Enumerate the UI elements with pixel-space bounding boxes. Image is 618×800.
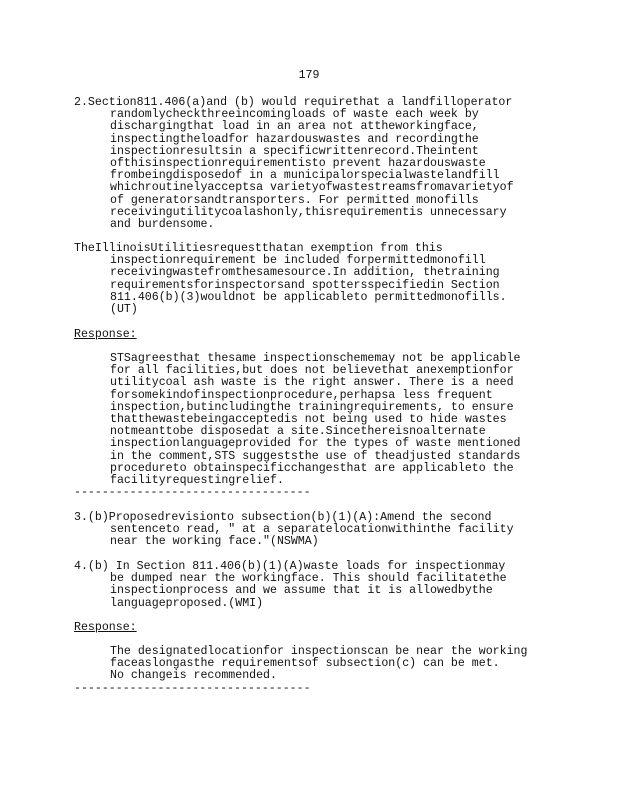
- section-divider: ----------------------------------: [74, 486, 311, 499]
- response-line: thatthewastebeingacceptedis not being used to hide wastes: [110, 413, 507, 427]
- page-number: 179: [298, 69, 320, 82]
- para-line: 811.406(b)(3)wouldnot be applicableto permittedmonofills.: [110, 290, 507, 304]
- item-line: languageproposed.(WMI): [110, 596, 264, 610]
- response-line: forsomekindofinspectionprocedure,perhapsa less frequent: [110, 388, 493, 402]
- item-line: 2.Section811.406(a)and (b) would requirethat a landfilloperator: [74, 96, 513, 109]
- illinois-utilities-paragraph: [74, 243, 564, 316]
- item-line: ofthisinspectionrequirementisto prevent hazardouswaste: [110, 157, 486, 171]
- item-line: dischargingthat load in an area not attheworkingface,: [110, 120, 479, 134]
- response-line: facilityrequestingrelief.: [110, 474, 284, 488]
- response-line: utilitycoal ash waste is the right answer. There is a need: [110, 376, 514, 390]
- response-line: The designatedlocationfor inspectionscan be near the working: [110, 645, 528, 658]
- response-line: faceaslongasthe requirementsof subsection(c) can be met.: [110, 657, 500, 671]
- item-line: frombeingdisposedof in a municipalorspecialwastelandfill: [110, 169, 500, 183]
- item-line: be dumped near the workingface. This should facilitatethe: [110, 572, 507, 586]
- response-line: inspectionlanguageprovided for the types of waste mentioned: [110, 437, 521, 451]
- response-line: procedureto obtainspecificchangesthat are applicableto the: [110, 461, 514, 475]
- response-heading: Response:: [74, 328, 137, 341]
- response-line: for all facilities,but does not believethat anexemptionfor: [110, 364, 514, 378]
- para-line: TheIllinoisUtilitiesrequestthatan exemption from this: [74, 242, 443, 255]
- response-body: [110, 353, 560, 487]
- item-line: receivingutilitycoalashonly,thisrequirementis unnecessary: [110, 205, 507, 219]
- item-line: 4.(b) In Section 811.406(b)(1)(A)waste loads for inspectionmay: [74, 560, 506, 573]
- item-line: of generatorsandtransporters. For permitted monofills: [110, 193, 479, 207]
- para-line: (UT): [110, 303, 138, 317]
- section-divider: ----------------------------------: [74, 682, 311, 695]
- response-heading: Response:: [74, 621, 137, 634]
- item-line: whichroutinelyacceptsa varietyofwastestreamsfromavarietyof: [110, 181, 514, 195]
- para-line: requirementsforinspectorsand spottersspecifiedin Section: [110, 278, 500, 292]
- response-line: No changeis recommended.: [110, 669, 277, 683]
- response-line: in the comment,STS suggeststhe use of theadjusted standards: [110, 449, 521, 463]
- response-line: notmeanttobe disposedat a site.Sincethereisnoalternate: [110, 425, 486, 439]
- item-line: inspectionresultsin a specificwrittenrecord.Theintent: [110, 144, 479, 158]
- comment-item-4: [74, 561, 564, 610]
- item-line: and burdensome.: [110, 218, 215, 232]
- item-line: 3.(b)Proposedrevisionto subsection(b)(1)(A):Amend the second: [74, 511, 492, 524]
- response-line: STSagreesthat thesame inspectionschememay not be applicable: [110, 352, 521, 365]
- item-line: inspectionprocess and we assume that it is allowedbythe: [110, 584, 493, 598]
- response-line: inspection,butincludingthe trainingrequirements, to ensure: [110, 400, 514, 414]
- para-line: inspectionrequirement be included forpermittedmonofill: [110, 254, 486, 268]
- comment-item-2: [74, 97, 564, 231]
- item-line: randomlycheckthreeincomingloads of waste each week by: [110, 108, 479, 122]
- response-body: [110, 646, 560, 683]
- comment-item-3: [74, 512, 564, 549]
- item-line: near the working face."(NSWMA): [110, 535, 319, 549]
- para-line: receivingwastefromthesamesource.In addition, thetraining: [110, 266, 500, 280]
- item-line: inspectingtheloadfor hazardouswastes and recordingthe: [110, 132, 479, 146]
- item-line: sentenceto read, " at a separatelocationwithinthe facility: [110, 523, 514, 537]
